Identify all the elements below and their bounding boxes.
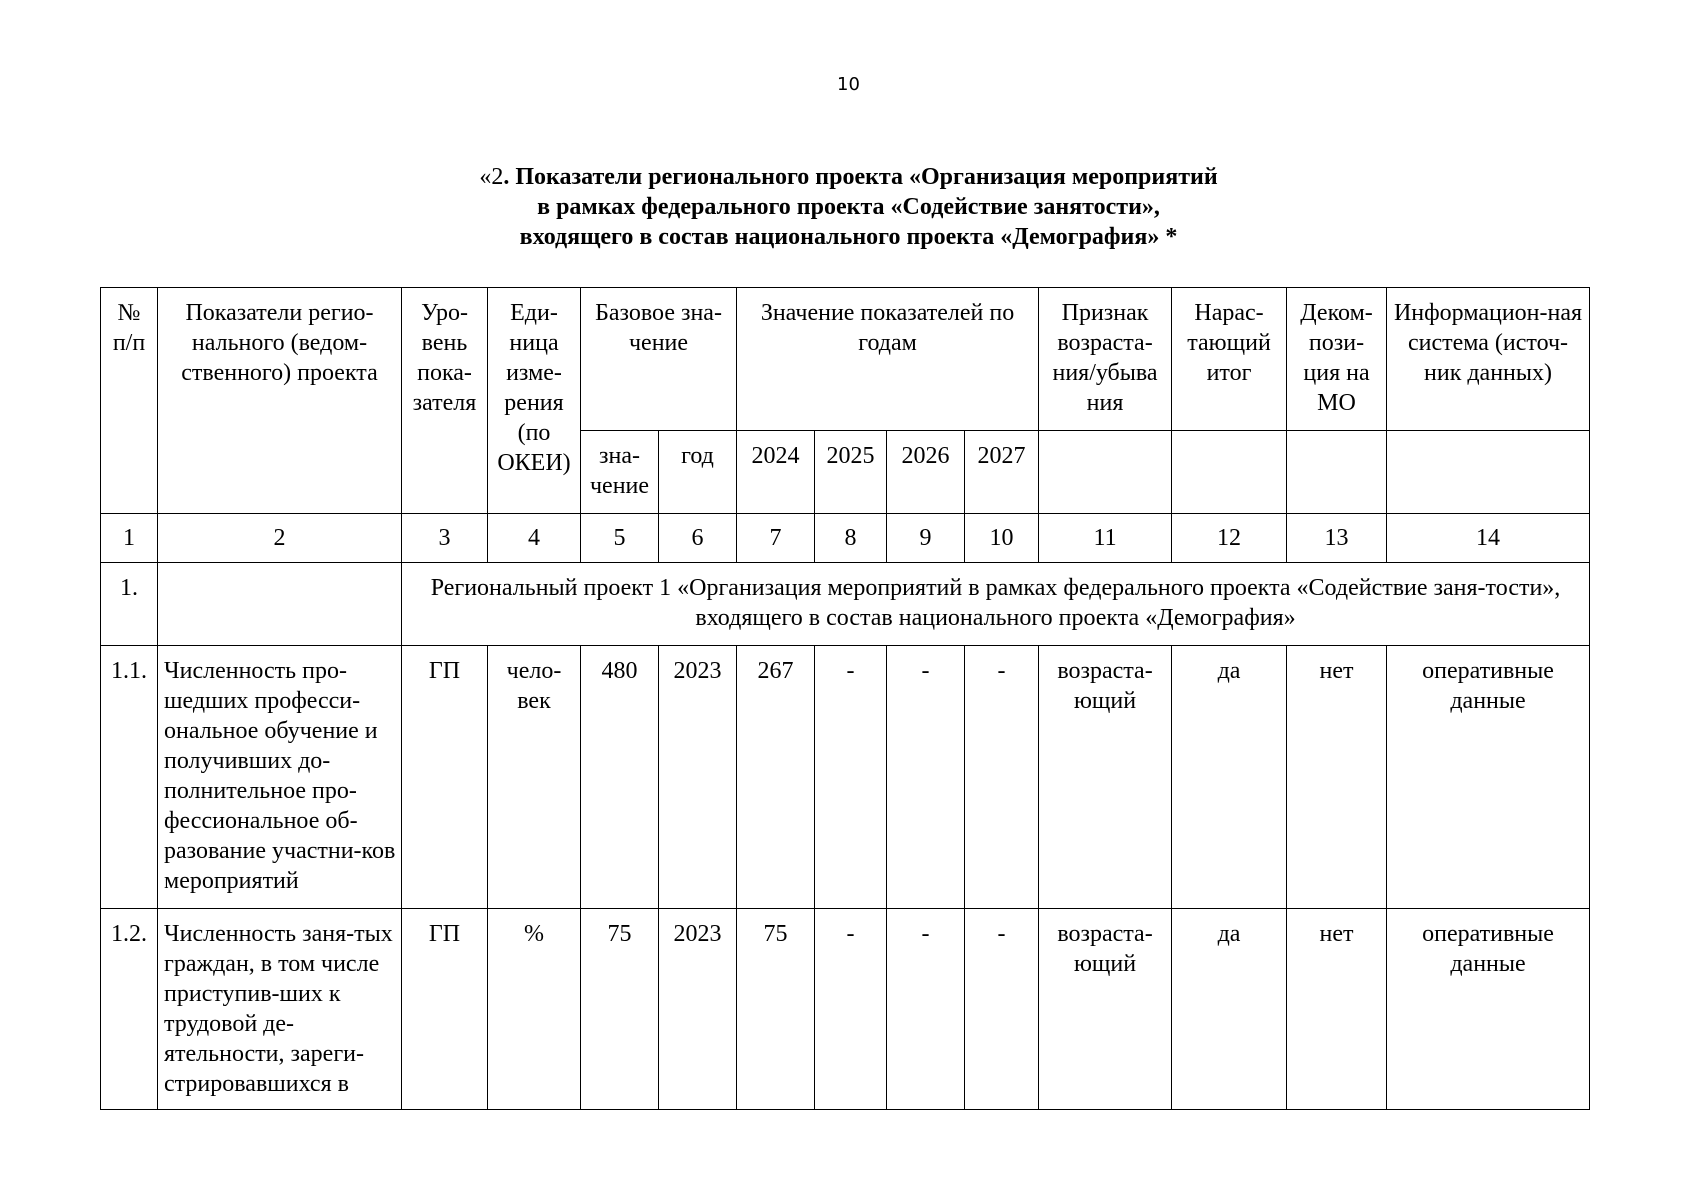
header-trend: Признак возраста-ния/убыва ния [1039, 288, 1172, 431]
column-number: 12 [1172, 514, 1287, 563]
row-value-2024: 267 [737, 646, 815, 909]
header-values-by-year: Значение показателей по годам [737, 288, 1039, 431]
row-indicator: Численность заня-тых граждан, в том числе приступив-ших к трудовой де-ятельности, зареги-стрировавшихся в [158, 909, 402, 1110]
row-value-2025: - [815, 909, 887, 1110]
project-title: Региональный проект 1 «Организация мероприятий в рамках федерального проекта «Содействие заня-тости», входящего в состав национального проекта «Демография» [402, 563, 1590, 646]
row-level: ГП [402, 646, 488, 909]
row-unit: % [488, 909, 581, 1110]
row-base-year: 2023 [659, 646, 737, 909]
row-value-2027: - [965, 909, 1039, 1110]
title-line-1-text: . Показатели регионального проекта «Организация мероприятий [503, 164, 1218, 190]
project-row [101, 563, 1590, 646]
header-empty-cell [1039, 431, 1172, 514]
row-decomposition: нет [1287, 646, 1387, 909]
document-title [200, 162, 1497, 252]
column-number: 11 [1039, 514, 1172, 563]
column-number: 2 [158, 514, 402, 563]
column-number: 13 [1287, 514, 1387, 563]
row-indicator: Численность про-шедших професси-ональное обучение и получивших до-полнительное про-фессиональное об-разование участни-ков мероприятий [158, 646, 402, 909]
column-number: 14 [1387, 514, 1590, 563]
table-row [101, 646, 1590, 909]
row-info-system: оперативные данные [1387, 646, 1590, 909]
row-value-2026: - [887, 646, 965, 909]
title-line-1 [200, 162, 1497, 192]
row-base-year: 2023 [659, 909, 737, 1110]
column-number: 5 [581, 514, 659, 563]
row-value-2024: 75 [737, 909, 815, 1110]
header-base: Базовое зна-чение [581, 288, 737, 431]
header-year-2027: 2027 [965, 431, 1039, 514]
header-empty-cell [1172, 431, 1287, 514]
title-line-3: входящего в состав национального проекта «Демография» * [519, 224, 1178, 250]
title-line-2: в рамках федерального проекта «Содействие занятости», [537, 194, 1160, 220]
page-number: 10 [837, 74, 860, 95]
column-number: 3 [402, 514, 488, 563]
header-level: Уро-вень пока-зателя [402, 288, 488, 514]
row-info-system: оперативные данные [1387, 909, 1590, 1110]
row-level: ГП [402, 909, 488, 1110]
row-num: 1.2. [101, 909, 158, 1110]
header-year-2025: 2025 [815, 431, 887, 514]
header-base-year: год [659, 431, 737, 514]
project-empty-cell [158, 563, 402, 646]
row-trend: возраста-ющий [1039, 909, 1172, 1110]
row-base-value: 75 [581, 909, 659, 1110]
row-value-2026: - [887, 909, 965, 1110]
header-info-system: Информацион-ная система (источ-ник данных) [1387, 288, 1590, 431]
header-cumulative: Нарас-тающий итог [1172, 288, 1287, 431]
column-number: 8 [815, 514, 887, 563]
row-value-2027: - [965, 646, 1039, 909]
row-cumulative: да [1172, 909, 1287, 1110]
indicators-table [100, 287, 1590, 1110]
header-unit: Еди-ница изме-рения (по ОКЕИ) [488, 288, 581, 514]
column-number-row [101, 514, 1590, 563]
header-indicator: Показатели регио-нального (ведом-ственного) проекта [158, 288, 402, 514]
column-number: 7 [737, 514, 815, 563]
title-quote-open: «2 [479, 164, 504, 190]
header-year-2024: 2024 [737, 431, 815, 514]
project-num: 1. [101, 563, 158, 646]
header-empty-cell [1387, 431, 1590, 514]
header-empty-cell [1287, 431, 1387, 514]
header-row-1 [101, 288, 1590, 431]
column-number: 1 [101, 514, 158, 563]
header-decomposition: Деком-пози-ция на МО [1287, 288, 1387, 431]
row-cumulative: да [1172, 646, 1287, 909]
row-base-value: 480 [581, 646, 659, 909]
table-row [101, 909, 1590, 1110]
row-num: 1.1. [101, 646, 158, 909]
row-value-2025: - [815, 646, 887, 909]
row-unit: чело-век [488, 646, 581, 909]
header-base-value: зна-чение [581, 431, 659, 514]
header-year-2026: 2026 [887, 431, 965, 514]
header-num: № п/п [101, 288, 158, 514]
column-number: 10 [965, 514, 1039, 563]
row-trend: возраста-ющий [1039, 646, 1172, 909]
row-decomposition: нет [1287, 909, 1387, 1110]
column-number: 9 [887, 514, 965, 563]
column-number: 6 [659, 514, 737, 563]
column-number: 4 [488, 514, 581, 563]
